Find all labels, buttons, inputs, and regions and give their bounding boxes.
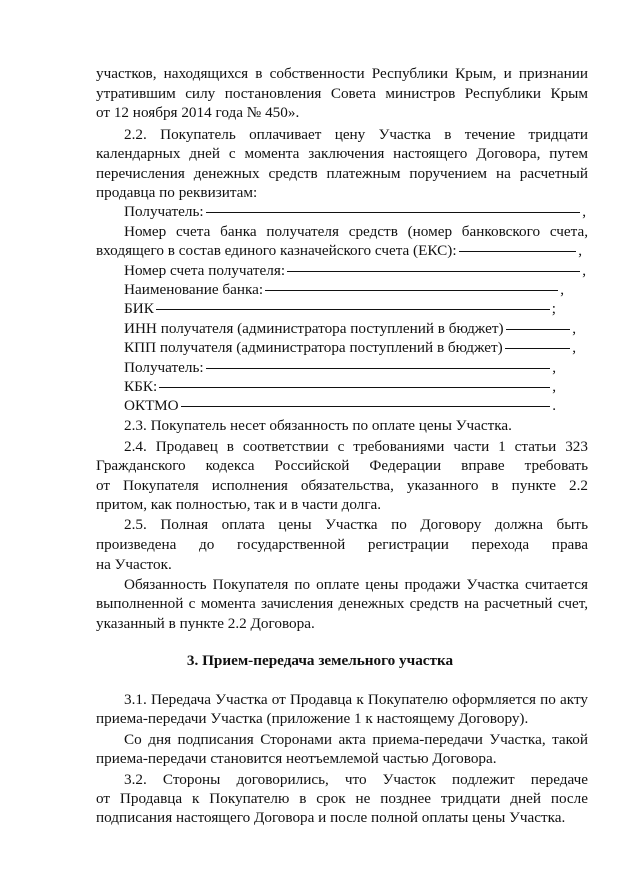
field-label: Наименование банка: bbox=[124, 281, 264, 298]
field-label: КПП получателя (администратора поступлений в бюджет) bbox=[124, 339, 503, 356]
field-label: БИК bbox=[124, 300, 154, 317]
text-line: произведена до государственной регистрации перехода права bbox=[96, 536, 588, 553]
text-line: 2.3. Покупатель несет обязанность по оплате цены Участка. bbox=[124, 417, 512, 434]
field-end: , bbox=[552, 359, 556, 376]
field-end: ; bbox=[551, 300, 556, 317]
text-line: продавца по реквизитам: bbox=[96, 184, 258, 201]
fill-line bbox=[206, 212, 581, 213]
fill-line bbox=[156, 309, 550, 310]
field-label: Получатель: bbox=[124, 203, 204, 220]
text-line: 2.2. Покупатель оплачивает цену Участка в течение тридцати bbox=[124, 126, 588, 143]
text-line: притом, как полностью, так и в части долга. bbox=[96, 496, 382, 513]
text-line: указанный в пункте 2.2 Договора. bbox=[96, 615, 315, 632]
field-account bbox=[124, 261, 586, 280]
text-line: Со дня подписания Сторонами акта приема-передачи Участка, такой bbox=[124, 731, 588, 748]
text-line: утратившим силу постановления Совета министров Республики Крым bbox=[96, 85, 588, 102]
text-line: Гражданского кодекса Российской Федерации вправе требовать bbox=[96, 457, 588, 474]
text-line: 2.4. Продавец в соответствии с требованиями части 1 статьи 323 bbox=[124, 438, 588, 455]
text-line: подписания настоящего Договора и после полной оплаты цены Участка. bbox=[96, 809, 566, 826]
field-end: , bbox=[560, 281, 564, 298]
fill-line bbox=[159, 387, 550, 388]
fill-line bbox=[505, 348, 571, 349]
field-recipient bbox=[124, 202, 586, 221]
text-line: от Продавца к Покупателю в срок не позднее тридцати дней после bbox=[96, 790, 588, 807]
text-line: Обязанность Покупателя по оплате цены продажи Участка считается bbox=[124, 576, 588, 593]
text-line: на Участок. bbox=[96, 556, 172, 573]
field-label: ОКТМО bbox=[124, 397, 179, 414]
field-end: , bbox=[578, 242, 582, 259]
field-end: . bbox=[552, 397, 556, 414]
field-kbk bbox=[124, 377, 556, 396]
text-line: от Покупателя исполнения обязательства, указанного в пункте 2.2 bbox=[96, 477, 588, 494]
field-end: , bbox=[552, 378, 556, 395]
text-line: 2.5. Полная оплата цены Участка по Договору должна быть bbox=[124, 516, 588, 533]
fill-line bbox=[287, 271, 580, 272]
fill-line bbox=[265, 290, 558, 291]
field-bank-name bbox=[124, 280, 564, 299]
field-end: , bbox=[582, 262, 586, 279]
field-label: ИНН получателя (администратора поступлений в бюджет) bbox=[124, 320, 504, 337]
text-line: Номер счета банка получателя средств (номер банковского счета, bbox=[124, 223, 588, 240]
field-label: входящего в состав единого казначейского счета (ЕКС): bbox=[96, 242, 457, 259]
text-line: приема-передачи Участка (приложение 1 к настоящему Договору). bbox=[96, 710, 529, 727]
section-heading: 3. Прием-передача земельного участка bbox=[186, 652, 454, 669]
fill-line bbox=[181, 406, 551, 407]
fill-line bbox=[506, 329, 571, 330]
fill-line bbox=[459, 251, 577, 252]
field-recipient-2 bbox=[124, 358, 556, 377]
field-end: , bbox=[572, 320, 576, 337]
text-line: перечисления денежных средств платежным поручением на расчетный bbox=[96, 165, 588, 182]
field-label: КБК: bbox=[124, 378, 158, 395]
text-line: 3.1. Передача Участка от Продавца к Покупателю оформляется по акту bbox=[124, 691, 588, 708]
text-line: участков, находящихся в собственности Республики Крым, и признании bbox=[96, 65, 588, 82]
fill-line bbox=[206, 368, 551, 369]
text-line: приема-передачи становится неотъемлемой частью Договора. bbox=[96, 750, 497, 767]
text-line: от 12 ноября 2014 года № 450». bbox=[96, 104, 300, 121]
field-bik bbox=[124, 299, 556, 318]
field-kpp bbox=[124, 338, 576, 357]
field-label: Получатель: bbox=[124, 359, 204, 376]
text-line: 3.2. Стороны договорились, что Участок подлежит передаче bbox=[124, 771, 588, 788]
field-oktmo bbox=[124, 396, 556, 415]
field-bank-account bbox=[96, 241, 582, 260]
field-end: , bbox=[582, 203, 586, 220]
field-inn bbox=[124, 319, 576, 338]
text-line: календарных дней с момента заключения настоящего Договора, путем bbox=[96, 145, 588, 162]
field-label: Номер счета получателя: bbox=[124, 262, 286, 279]
text-line: выполненной с момента зачисления денежных средств на расчетный счет, bbox=[96, 595, 588, 612]
field-end: , bbox=[572, 339, 576, 356]
